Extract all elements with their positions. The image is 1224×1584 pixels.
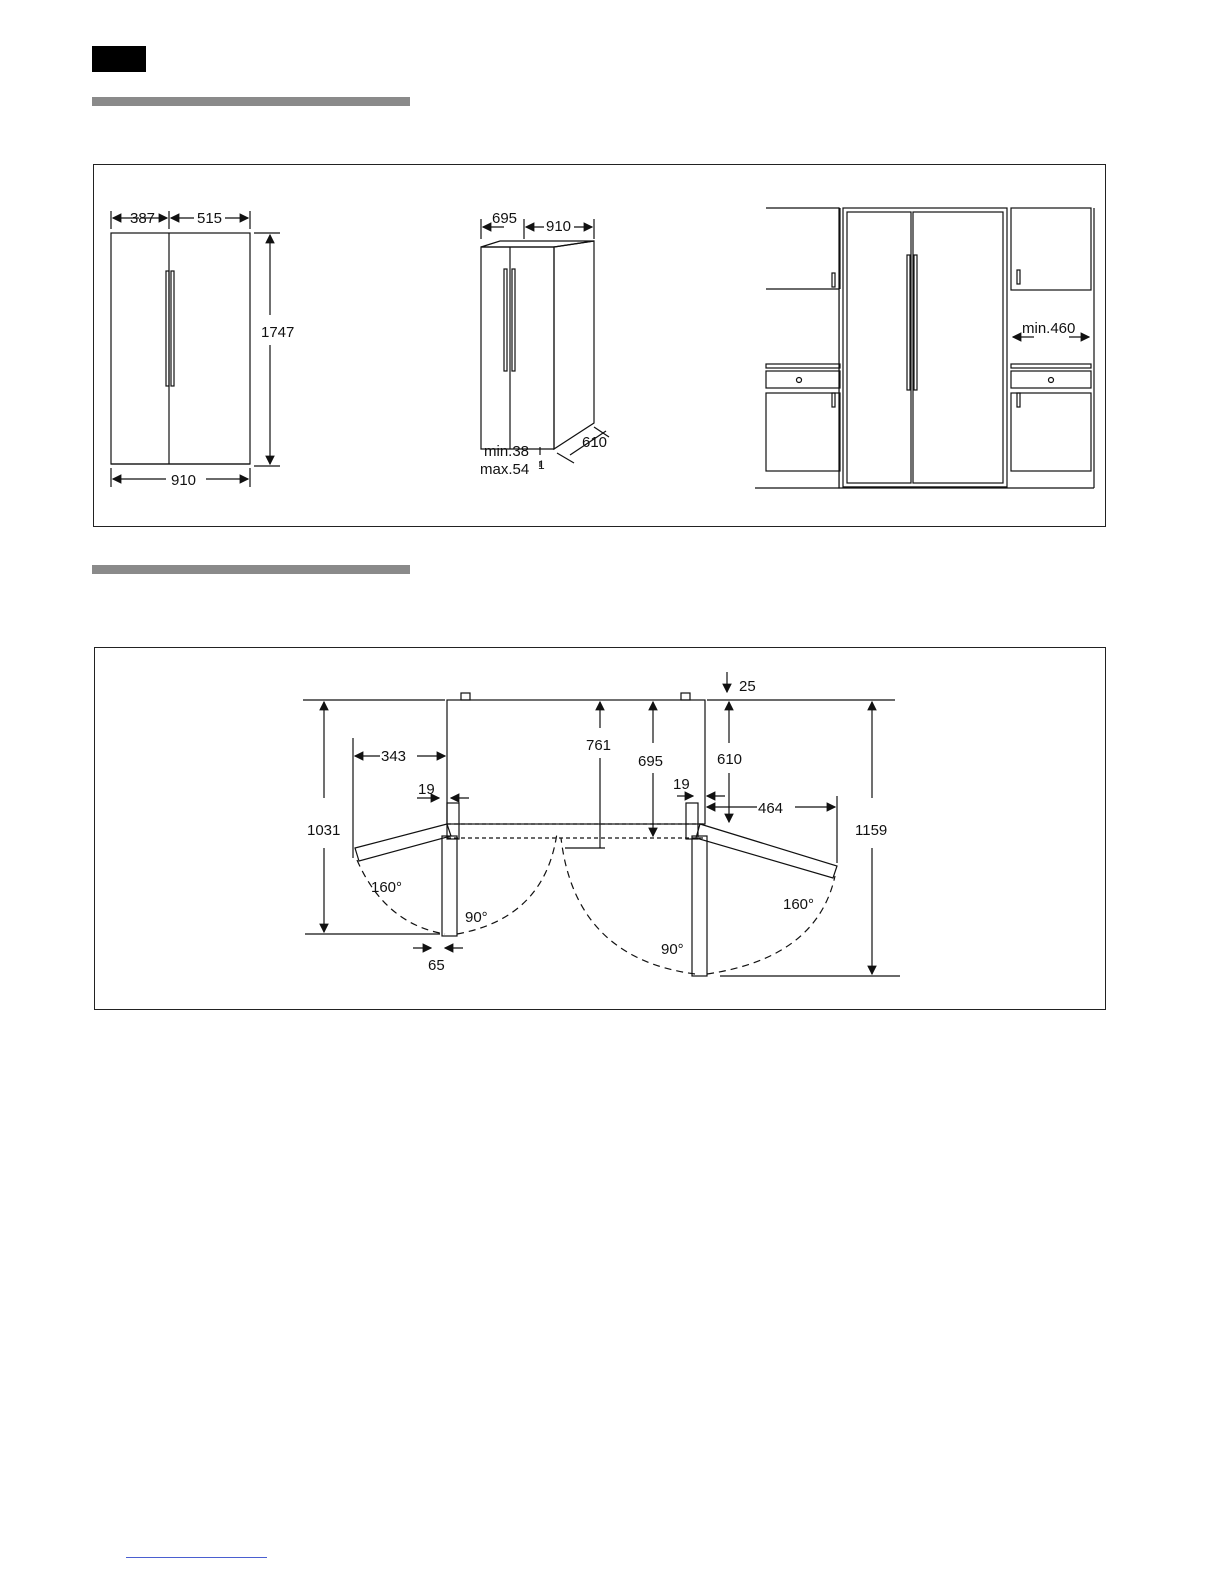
front-width-right-label: 515 [197,210,223,227]
left-total-depth-label: 1031 [307,822,341,839]
front-width-total-label: 910 [171,472,197,489]
perspective-width-label: 910 [546,218,572,235]
right-angle-160-label: 160° [783,896,815,913]
footer-rule [126,1557,267,1558]
front-width-left-label: 387 [130,210,156,227]
figure-appliance-dimensions [93,164,1106,527]
installation-side-clearance-label: min.460 [1022,320,1076,337]
depth-body-label: 695 [638,753,664,770]
left-angle-90-label: 90° [465,909,488,926]
section-bar-dimensions [92,97,410,106]
right-door-clearance-label: 464 [758,800,784,817]
left-angle-160-label: 160° [371,879,403,896]
left-hinge-offset-label: 19 [418,781,435,798]
perspective-depth-label: 695 [492,210,518,227]
depth-cabinet-label: 610 [717,751,743,768]
perspective-side-depth-label: 610 [582,434,608,451]
top-offset-label: 25 [739,678,756,695]
door-opening-plan-drawing [95,648,1107,1011]
section-bar-door-opening [92,565,410,574]
right-total-depth-label: 1159 [855,822,888,839]
right-angle-90-label: 90° [661,941,684,958]
handle-offset-label: 65 [428,957,445,974]
depth-with-door-label: 761 [586,737,612,754]
left-door-clearance-label: 343 [381,748,407,765]
perspective-gap-tick-label: 1 [538,458,545,472]
appliance-dimensions-drawing [94,165,1107,528]
section-marker-block [92,46,146,72]
perspective-gap-max-label: max.54 [480,461,530,478]
perspective-gap-min-label: min.38 [484,443,530,460]
figure-door-opening-plan [94,647,1106,1010]
front-view-fridge-body [111,233,250,464]
right-hinge-offset-label: 19 [673,776,690,793]
front-height-label: 1747 [261,324,295,341]
